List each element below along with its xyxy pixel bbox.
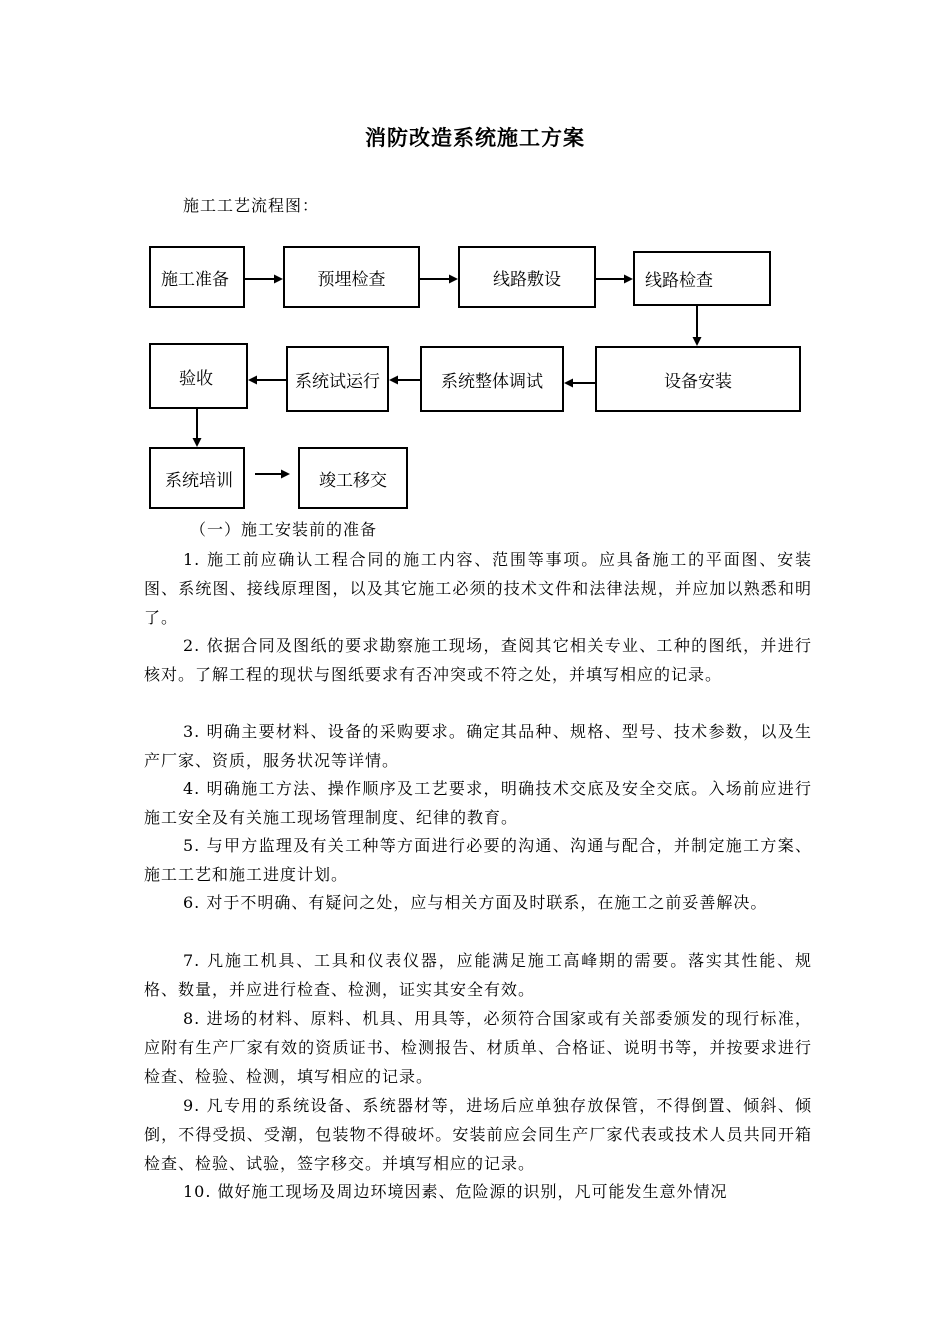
paragraph-6: 6. 对于不明确、有疑问之处，应与相关方面及时联系，在施工之前妥善解决。 — [183, 893, 768, 912]
paragraph-3: 3. 明确主要材料、设备的采购要求。确定其品种、规格、型号、技术参数，以及生产厂家、资质，服务状况等详情。 — [144, 722, 812, 770]
flow-box-acceptance: 验收 — [149, 343, 248, 409]
flow-box-cable-check: 线路检查 — [633, 251, 771, 306]
paragraph-8: 8. 进场的材料、原料、机具、用具等，必须符合国家或有关部委颁发的现行标准，应附有生产厂家有效的资质证书、检测报告、材质单、合格证、说明书等，并按要求进行检查、检验、检测，填写相应的记录。 — [144, 1009, 812, 1086]
flow-box-embed-check: 预埋检查 — [283, 246, 420, 308]
flow-box-training: 系统培训 — [149, 447, 245, 509]
document-title: 消防改造系统施工方案 — [365, 125, 585, 150]
paragraph-5: 5. 与甲方监理及有关工种等方面进行必要的沟通、沟通与配合，并制定施工方案、施工工艺和施工进度计划。 — [144, 836, 812, 884]
paragraph-7: 7. 凡施工机具、工具和仪表仪器，应能满足施工高峰期的需要。落实其性能、规格、数量，并应进行检查、检测，证实其安全有效。 — [144, 951, 812, 999]
paragraph-4: 4. 明确施工方法、操作顺序及工艺要求，明确技术交底及安全交底。入场前应进行施工安全及有关施工现场管理制度、纪律的教育。 — [144, 779, 812, 827]
flow-box-prep: 施工准备 — [149, 246, 245, 308]
paragraph-10: 10. 做好施工现场及周边环境因素、危险源的识别，凡可能发生意外情况 — [183, 1182, 728, 1201]
flow-box-equip-install: 设备安装 — [595, 346, 801, 412]
flow-box-handover: 竣工移交 — [298, 447, 408, 509]
flow-box-cable-laying: 线路敷设 — [458, 246, 596, 308]
paragraph-2: 2. 依据合同及图纸的要求勘察施工现场，查阅其它相关专业、工种的图纸，并进行核对。了解工程的现状与图纸要求有否冲突或不符之处，并填写相应的记录。 — [144, 636, 812, 684]
paragraph-9: 9. 凡专用的系统设备、系统器材等，进场后应单独存放保管，不得倒置、倾斜、倾倒，不得受损、受潮，包装物不得破坏。安装前应会同生产厂家代表或技术人员共同开箱检查、检验、试验，签字移交。并填写相应的记录。 — [144, 1096, 812, 1173]
section-heading: （一）施工安装前的准备 — [190, 520, 378, 539]
flow-box-trial-run: 系统试运行 — [286, 346, 389, 412]
flow-box-system-debug: 系统整体调试 — [420, 346, 564, 412]
paragraph-1: 1. 施工前应确认工程合同的施工内容、范围等事项。应具备施工的平面图、安装图、系统图、接线原理图，以及其它施工必须的技术文件和法律法规，并应加以熟悉和明了。 — [144, 550, 812, 627]
flowchart-caption: 施工工艺流程图： — [183, 196, 320, 215]
